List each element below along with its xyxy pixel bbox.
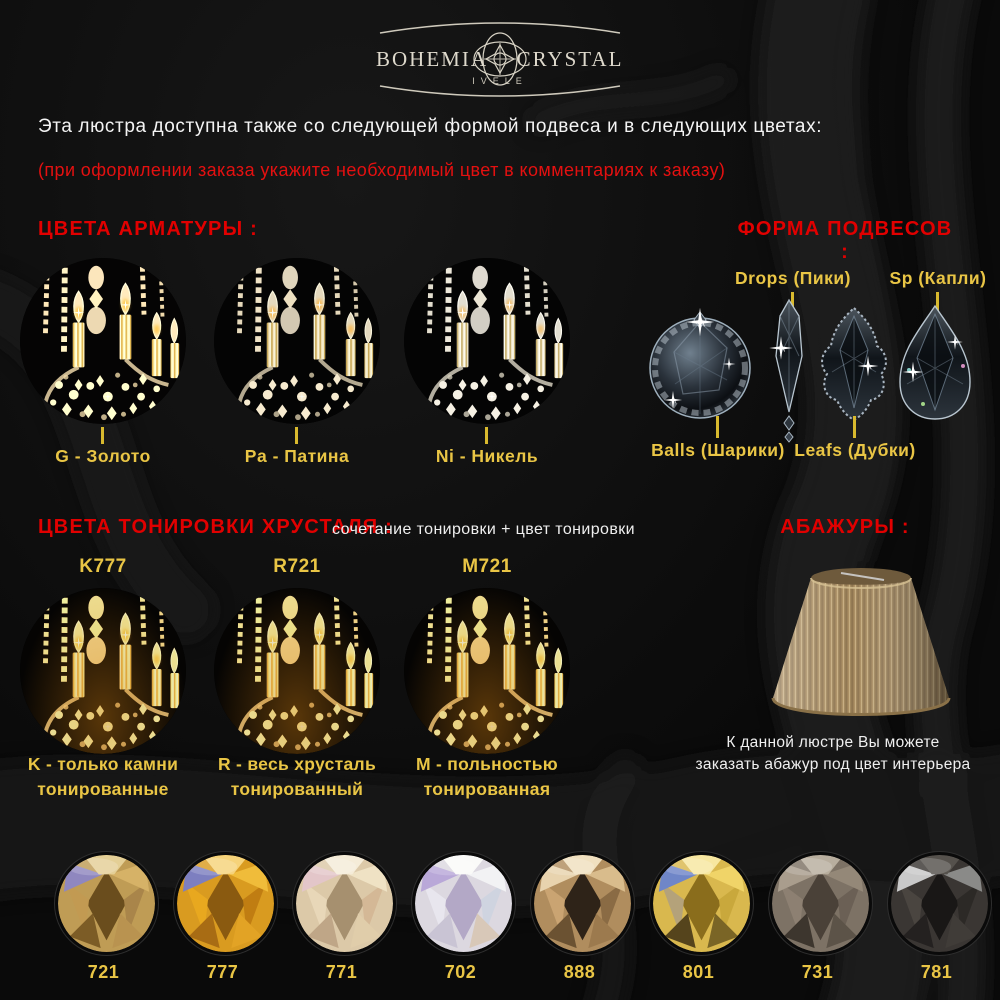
pendant-almond-icon bbox=[893, 300, 978, 430]
connector-line bbox=[101, 427, 104, 444]
tint-desc-r bbox=[197, 752, 397, 801]
crystal-swatch-771 bbox=[293, 852, 396, 955]
tint-desc-m bbox=[387, 752, 587, 801]
tint-code-k777: K777 bbox=[79, 556, 127, 577]
swatch-code-771: 771 bbox=[325, 962, 358, 982]
armature-label-patina: Pa - Патина bbox=[244, 446, 350, 466]
pendant-drop-icon bbox=[762, 294, 817, 449]
logo-bohemia-text: BOHEMIA bbox=[376, 47, 488, 71]
tint-desc-k-line2: тонированные bbox=[37, 778, 169, 799]
connector-line bbox=[295, 427, 298, 444]
armature-photo-nickel bbox=[404, 258, 570, 424]
crystal-swatch-781 bbox=[888, 852, 991, 955]
crystal-swatch-801 bbox=[650, 852, 753, 955]
swatch-code-781: 781 bbox=[920, 962, 953, 982]
logo-ivele-text: IVELE bbox=[472, 76, 528, 86]
lampshade-icon bbox=[768, 550, 954, 737]
tinted-photo-r721 bbox=[214, 588, 380, 754]
intro-headline: Эта люстра доступна также со следующей формой подвеса и в следующих цветах: bbox=[38, 116, 823, 137]
lampshades-title: АБАЖУРЫ : bbox=[780, 516, 910, 538]
connector-line bbox=[485, 427, 488, 444]
tinting-title: ЦВЕТА ТОНИРОВКИ ХРУСТАЛЯ : bbox=[38, 516, 393, 538]
pendant-ball-icon bbox=[645, 306, 755, 429]
swatch-code-721: 721 bbox=[87, 962, 120, 982]
tint-desc-m-line2: тонированная bbox=[423, 778, 551, 799]
swatch-code-731: 731 bbox=[801, 962, 834, 982]
swatch-code-888: 888 bbox=[563, 962, 596, 982]
brand-logo bbox=[370, 20, 630, 100]
armature-photo-gold bbox=[20, 258, 186, 424]
tint-desc-k bbox=[3, 752, 203, 801]
pendant-leaf-icon bbox=[816, 300, 894, 435]
tinted-photo-m721 bbox=[404, 588, 570, 754]
chandelier-tinted-icon bbox=[20, 588, 186, 754]
chandelier-gold-icon bbox=[20, 258, 186, 424]
lampshade-caption-line2: заказать абажур под цвет интерьера bbox=[695, 756, 971, 774]
connector-line bbox=[853, 416, 856, 438]
logo-top-arc bbox=[380, 23, 620, 33]
pendant-label-balls: Balls (Шарики) bbox=[651, 440, 785, 460]
armature-title: ЦВЕТА АРМАТУРЫ : bbox=[38, 218, 258, 240]
armature-photo-patina bbox=[214, 258, 380, 424]
swatch-code-801: 801 bbox=[682, 962, 715, 982]
crystal-swatch-721 bbox=[55, 852, 158, 955]
connector-line bbox=[716, 416, 719, 438]
tint-code-m721: M721 bbox=[462, 556, 512, 577]
logo-bottom-arc bbox=[380, 86, 620, 96]
tint-desc-r-line1: R - весь хрусталь bbox=[217, 754, 377, 774]
tint-desc-k-line1: K - только камни bbox=[27, 754, 179, 774]
tint-code-r721: R721 bbox=[273, 556, 321, 577]
lampshade-caption-line1: К данной люстре Вы можете bbox=[726, 734, 940, 751]
pendant-label-leafs: Leafs (Дубки) bbox=[794, 440, 916, 460]
chandelier-patina-icon bbox=[214, 258, 380, 424]
armature-label-gold: G - Золото bbox=[55, 446, 151, 466]
order-note: (при оформлении заказа укажите необходимый цвет в комментариях к заказу) bbox=[38, 160, 726, 180]
chandelier-nickel-icon bbox=[404, 258, 570, 424]
swatch-code-777: 777 bbox=[206, 962, 239, 982]
swatch-code-702: 702 bbox=[444, 962, 477, 982]
pendant-label-drops: Drops (Пики) bbox=[735, 268, 851, 288]
armature-label-nickel: Ni - Никель bbox=[435, 446, 539, 466]
pendant-label-sp: Sp (Капли) bbox=[889, 268, 987, 288]
logo-crystal-text: CRYSTAL bbox=[516, 47, 624, 71]
crystal-swatch-731 bbox=[769, 852, 872, 955]
tinting-subtitle: сочетание тонировки + цвет тонировки bbox=[332, 521, 635, 538]
crystal-swatch-888 bbox=[531, 852, 634, 955]
chandelier-tinted-icon bbox=[214, 588, 380, 754]
tint-desc-r-line2: тонированный bbox=[230, 778, 364, 799]
lampshade-caption bbox=[668, 732, 998, 777]
crystal-swatch-777 bbox=[174, 852, 277, 955]
crystal-swatch-702 bbox=[412, 852, 515, 955]
pendants-title: ФОРМА ПОДВЕСОВ : bbox=[737, 218, 953, 263]
chandelier-tinted-icon bbox=[404, 588, 570, 754]
tinted-photo-k777 bbox=[20, 588, 186, 754]
tint-desc-m-line1: M - польностью bbox=[415, 754, 559, 774]
